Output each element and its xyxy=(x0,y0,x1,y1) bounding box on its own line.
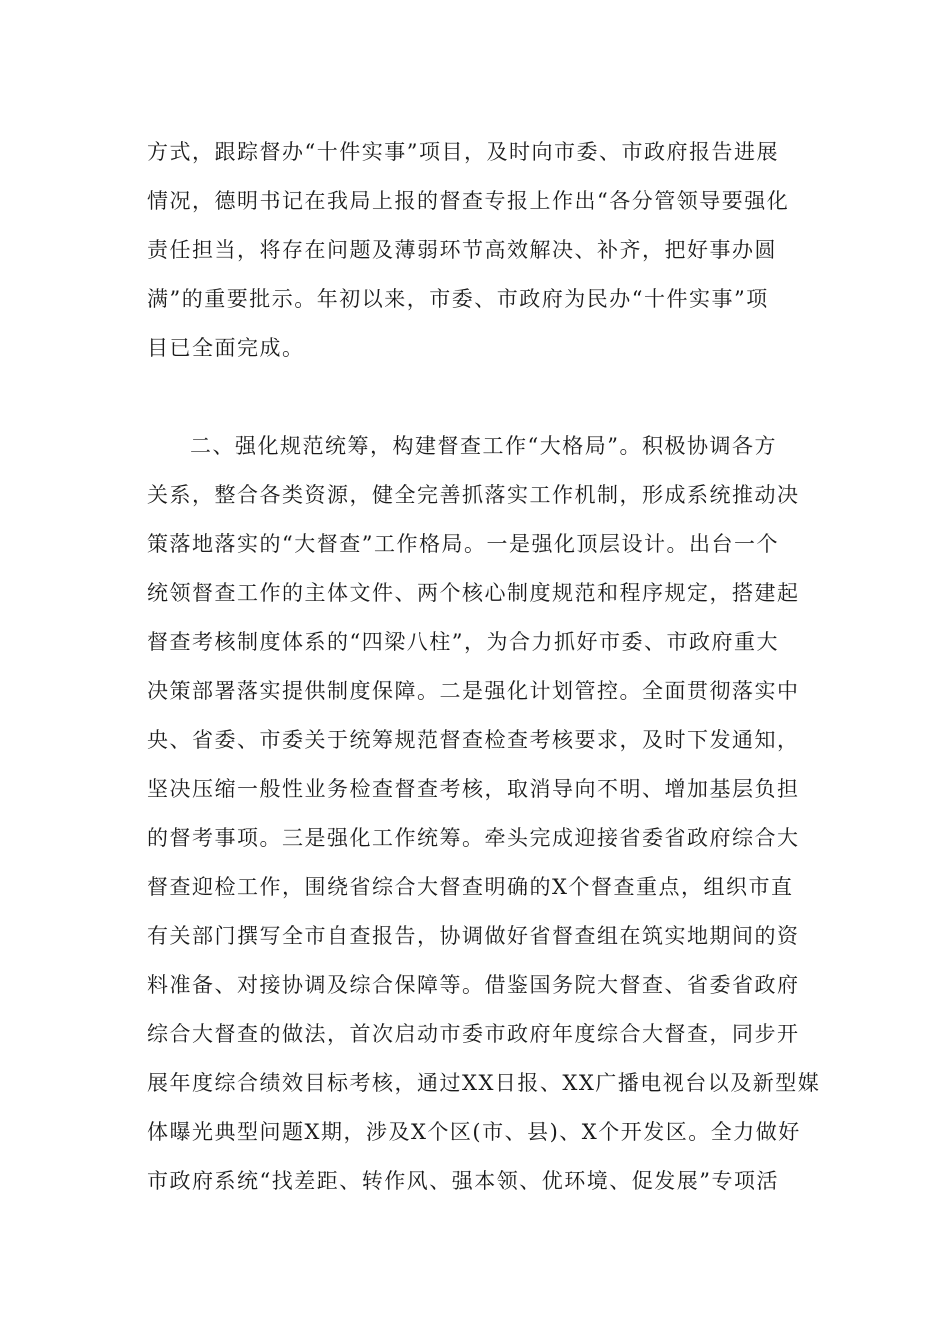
paragraph-2-line-11: 有关部门撰写全市自查报告，协调做好省督查组在筑实地期间的资 xyxy=(147,924,800,948)
paragraph-2-line-15: 体曝光典型问题X期，涉及X个区(市、县)、X个开发区。全力做好 xyxy=(147,1120,801,1144)
paragraph-2-line-4: 统领督查工作的主体文件、两个核心制度规范和程序规定，搭建起 xyxy=(147,581,800,605)
paragraph-2-line-6: 决策部署落实提供制度保障。二是强化计划管控。全面贯彻落实中 xyxy=(147,679,800,703)
paragraph-2-line-5: 督查考核制度体系的“四梁八柱”，为合力抓好市委、市政府重大 xyxy=(147,630,779,654)
paragraph-2-line-13: 综合大督查的做法，首次启动市委市政府年度综合大督查，同步开 xyxy=(147,1022,800,1046)
paragraph-1-line-4: 满”的重要批示。年初以来，市委、市政府为民办“十件实事”项 xyxy=(147,287,769,311)
paragraph-2-line-14: 展年度综合绩效目标考核，通过XX日报、XX广播电视台以及新型媒 xyxy=(147,1071,821,1095)
paragraph-2-line-9: 的督考事项。三是强化工作统筹。牵头完成迎接省委省政府综合大 xyxy=(147,826,800,850)
paragraph-2-line-3: 策落地落实的“大督查”工作格局。一是强化顶层设计。出台一个 xyxy=(147,532,779,556)
paragraph-1-line-5: 目已全面完成。 xyxy=(147,336,305,360)
paragraph-1-line-3: 责任担当，将存在问题及薄弱环节高效解决、补齐，把好事办圆 xyxy=(147,238,777,262)
paragraph-2-line-2: 关系，整合各类资源，健全完善抓落实工作机制，形成系统推动决 xyxy=(147,483,800,507)
paragraph-2-line-1: 二、强化规范统筹，构建督查工作“大格局”。积极协调各方 xyxy=(190,434,777,458)
paragraph-2-line-16: 市政府系统“找差距、转作风、强本领、优环境、促发展”专项活 xyxy=(147,1169,779,1193)
paragraph-2-line-8: 坚决压缩一般性业务检查督查考核，取消导向不明、增加基层负担 xyxy=(147,777,800,801)
paragraph-2-line-12: 料准备、对接协调及综合保障等。借鉴国务院大督查、省委省政府 xyxy=(147,973,800,997)
paragraph-1-line-1: 方式，跟踪督办“十件实事”项目，及时向市委、市政府报告进展 xyxy=(147,140,779,164)
paragraph-1-line-2: 情况，德明书记在我局上报的督查专报上作出“各分管领导要强化 xyxy=(147,189,790,213)
paragraph-2-line-7: 央、省委、市委关于统筹规范督查检查考核要求，及时下发通知， xyxy=(147,728,800,752)
paragraph-2-line-10: 督查迎检工作，围绕省综合大督查明确的X个督查重点，组织市直 xyxy=(147,875,794,899)
